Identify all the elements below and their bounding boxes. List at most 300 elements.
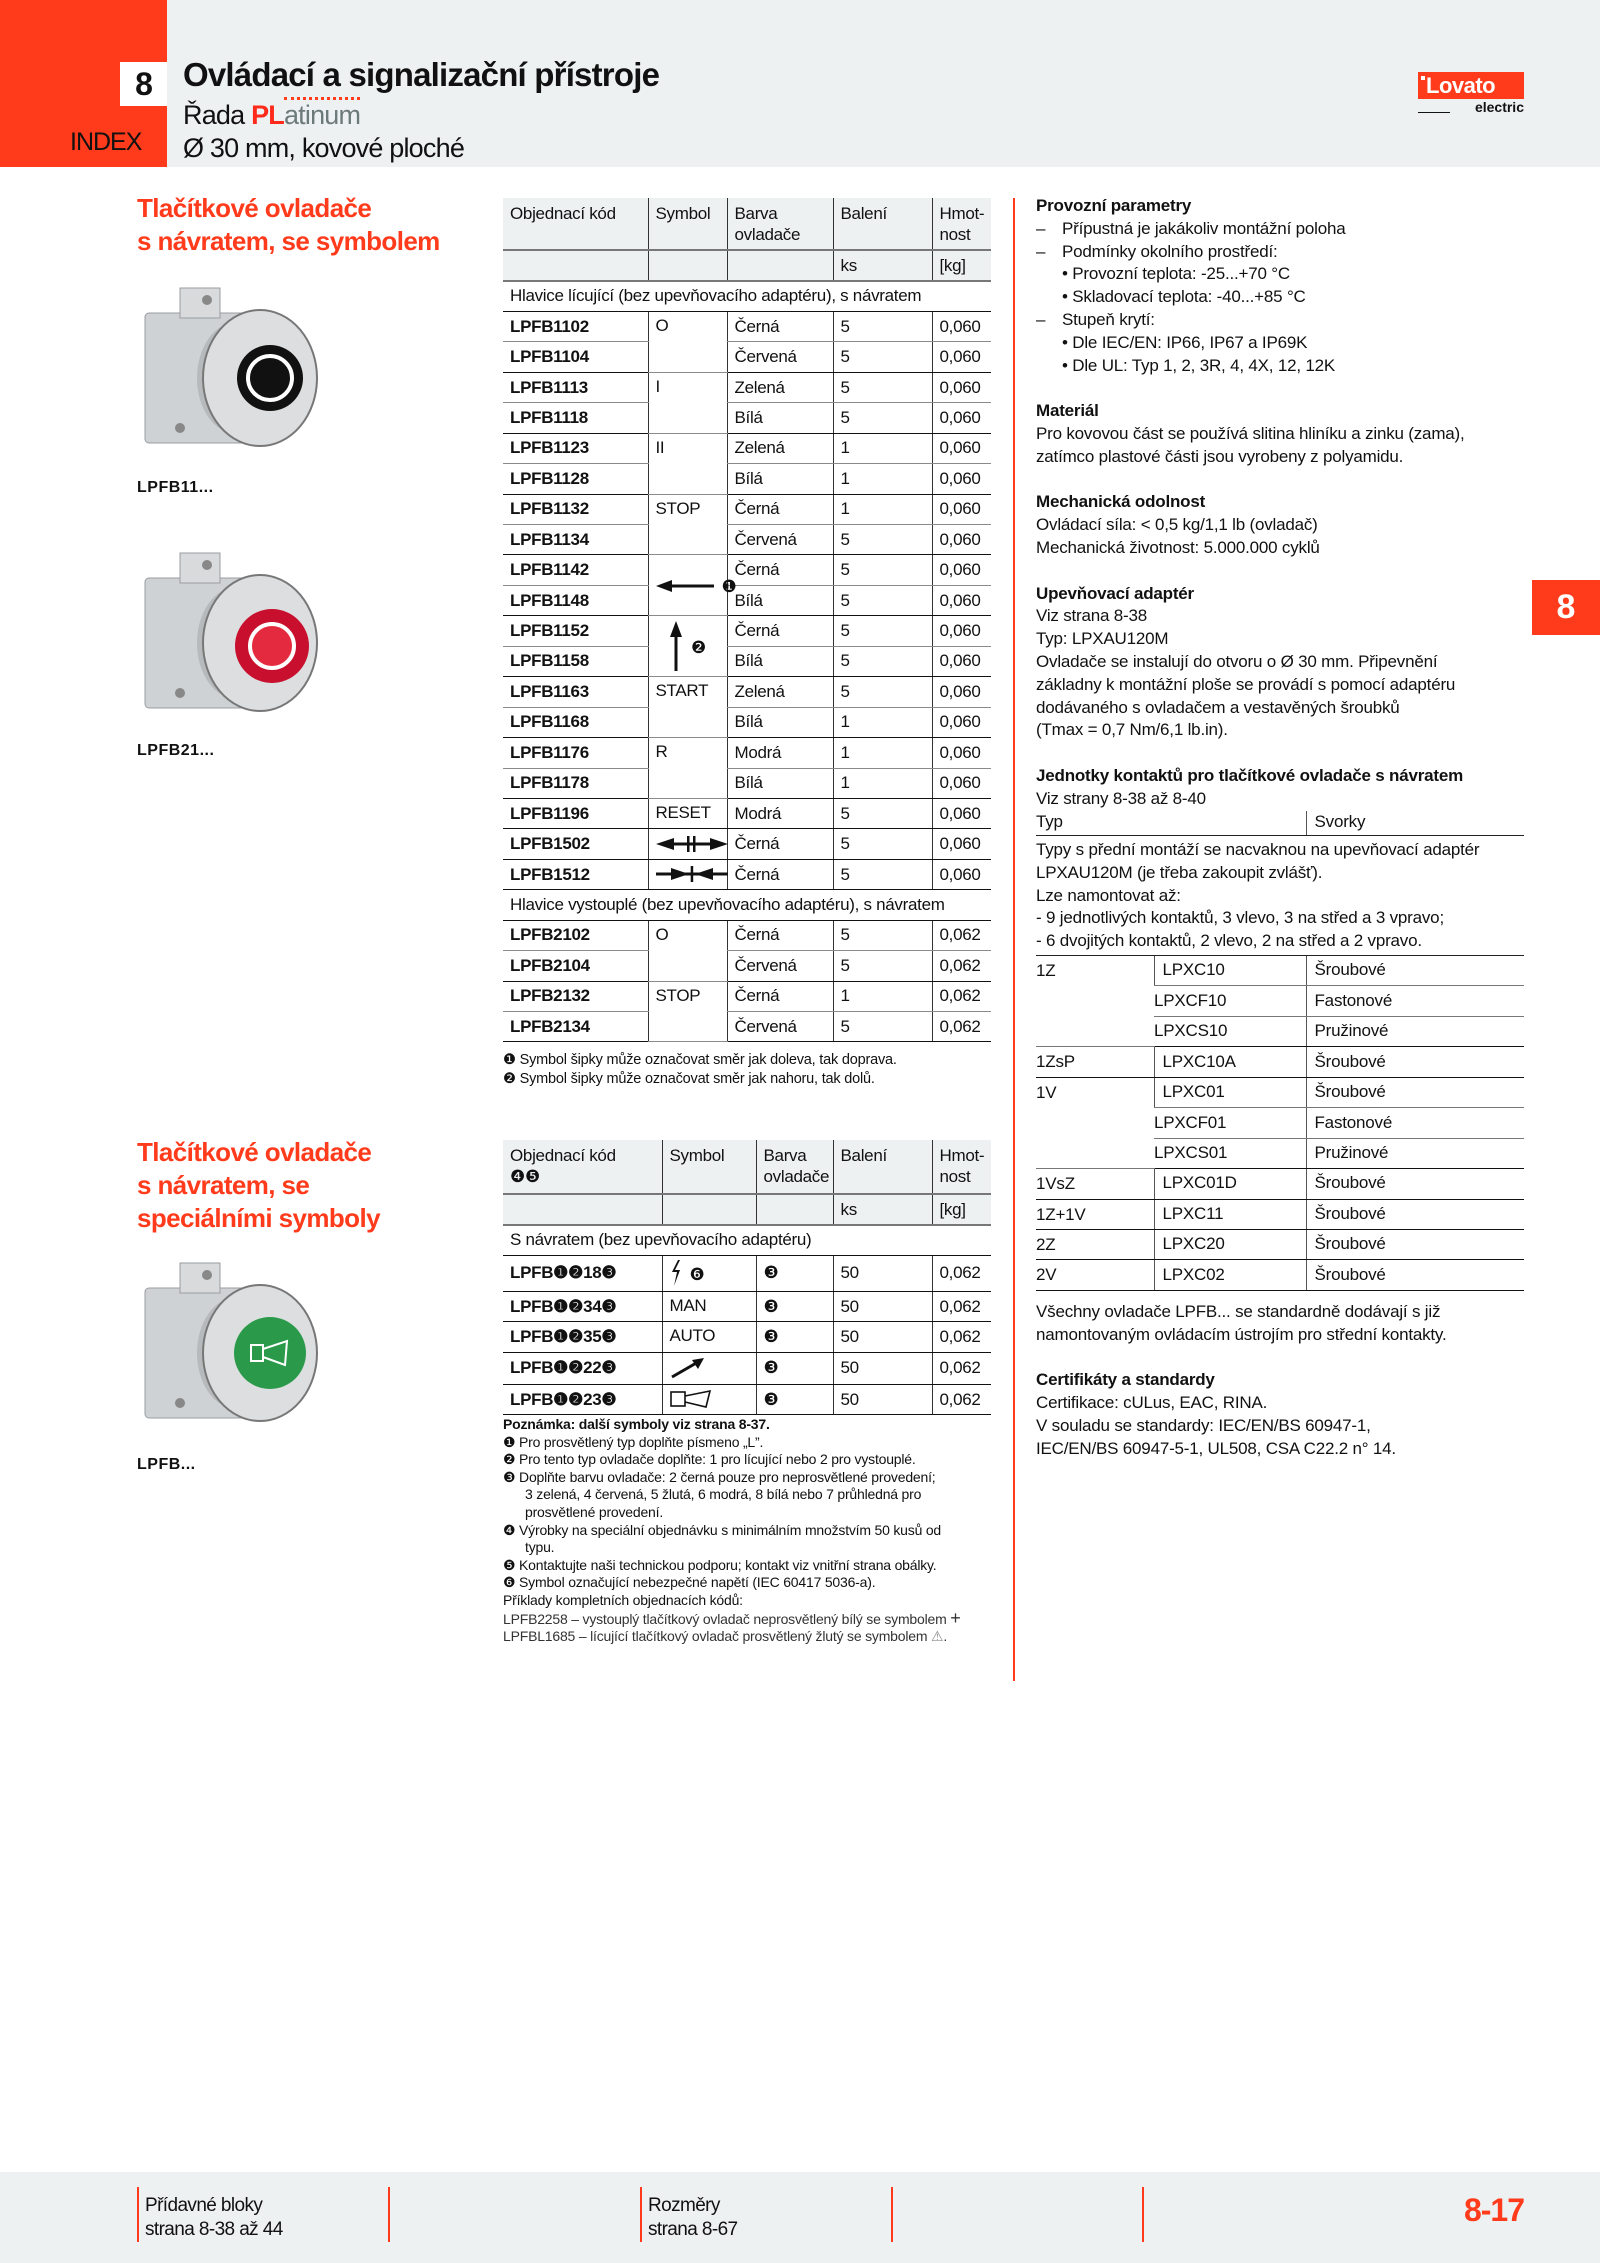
note: typu. (525, 1539, 555, 1556)
unit-cell (756, 1194, 833, 1225)
col-header-color: Barva ovladače (756, 1140, 833, 1194)
order-code: LPFB❶❷23❸ (503, 1384, 662, 1414)
weight: 0,062 (932, 920, 991, 950)
pack-qty: 5 (833, 829, 932, 859)
col-header-code-label: Objednací kód (510, 1146, 616, 1165)
weight: 0,062 (932, 1322, 991, 1352)
button-color: Černá (727, 859, 833, 889)
button-color: Bílá (727, 646, 833, 676)
table-row (503, 677, 991, 707)
terminal-type: Šroubové (1306, 1077, 1524, 1107)
symbol-cell (662, 1352, 756, 1384)
terminal-type: Šroubové (1306, 1169, 1524, 1199)
contact-code: LPXCF10 (1154, 986, 1306, 1016)
specifications-column (1036, 195, 1524, 1460)
terminal-type: Šroubové (1306, 1260, 1524, 1290)
unit-cell (503, 250, 648, 281)
pack-qty: 1 (833, 738, 932, 768)
button-color: ❸ (756, 1384, 833, 1414)
section-heading-symbol (137, 192, 440, 258)
dash: – (1036, 218, 1046, 238)
contact-code: LPXC01 (1154, 1077, 1306, 1107)
spec-line: Viz strany 8-38 až 8-40 (1036, 788, 1206, 808)
pack-qty: 50 (833, 1255, 932, 1291)
button-color: Černá (727, 829, 833, 859)
contact-code: LPXC11 (1154, 1199, 1306, 1229)
lovato-logo (1418, 72, 1524, 115)
symbol-cell (648, 616, 727, 677)
contact-type: 1VsZ (1036, 1169, 1154, 1199)
footer-divider (891, 2187, 893, 2242)
contacts-intro (1036, 836, 1524, 956)
footer-divider (388, 2187, 390, 2242)
order-codes-table-symbol (503, 198, 991, 1042)
button-color: ❸ (756, 1255, 833, 1291)
table-row (503, 829, 991, 859)
pack-qty: 1 (833, 433, 932, 463)
contact-type: 2Z (1036, 1229, 1154, 1259)
weight: 0,060 (932, 494, 991, 524)
pack-qty: 50 (833, 1322, 932, 1352)
weight: 0,060 (932, 403, 991, 433)
footer-divider (137, 2187, 139, 2242)
spec-line: LPXAU120M (je třeba zakoupit zvlášť). (1036, 862, 1323, 882)
table-row (503, 585, 991, 615)
arrow-left-icon (656, 578, 714, 597)
spec-line: IEC/EN/BS 60947-5-1, UL508, CSA C22.2 n° 14. (1036, 1438, 1396, 1458)
brand-atinum: atinum (284, 97, 360, 130)
note: prosvětlené provedení. (525, 1503, 664, 1520)
spec-line: Ovladače se instalují do otvoru o Ø 30 mm. Připevnění (1036, 651, 1438, 671)
order-code: LPFB1512 (503, 859, 648, 889)
table-row (503, 525, 991, 555)
table-row (503, 1322, 991, 1352)
button-color: Bílá (727, 585, 833, 615)
footnote: ❷ Symbol šipky může označovat směr jak nahoru, tak dolů. (503, 1071, 875, 1087)
page-subtitle: Ø 30 mm, kovové ploché (183, 133, 465, 163)
footer-link-title: Přídavné bloky (145, 2195, 263, 2216)
footnote-marker: ❶ (721, 577, 737, 597)
dash: – (1036, 241, 1046, 261)
spec-heading: Jednotky kontaktů pro tlačítkové ovladače s návratem (1036, 765, 1464, 785)
symbol-cell (648, 829, 727, 859)
order-code: LPFB2134 (503, 1012, 648, 1042)
pack-qty: 1 (833, 768, 932, 798)
table-row (503, 464, 991, 494)
table-row (503, 798, 991, 828)
weight: 0,062 (932, 981, 991, 1011)
terminal-type: Šroubové (1306, 956, 1524, 986)
order-code: LPFB1176 (503, 738, 648, 768)
section-row (503, 281, 991, 311)
contact-row (1036, 1199, 1524, 1229)
order-code: LPFB1118 (503, 403, 648, 433)
weight: 0,060 (932, 859, 991, 889)
example-end: . (943, 1628, 948, 1645)
pack-qty: 50 (833, 1384, 932, 1414)
contact-type: 1Z (1036, 956, 1154, 1047)
spec-line: zatímco plastové části jsou vyrobeny z polyamidu. (1036, 446, 1404, 466)
footnote: ❶ Symbol šipky může označovat směr jak doleva, tak doprava. (503, 1052, 897, 1068)
plus-icon: + (950, 1607, 961, 1628)
weight: 0,060 (932, 464, 991, 494)
pack-qty: 5 (833, 311, 932, 341)
table-row (503, 1291, 991, 1321)
unit-cell (648, 250, 727, 281)
button-color: Modrá (727, 798, 833, 828)
table-row (503, 1352, 991, 1384)
order-code: LPFB2102 (503, 920, 648, 950)
table-row (503, 342, 991, 372)
weight: 0,062 (932, 1384, 991, 1414)
pack-qty: 50 (833, 1291, 932, 1321)
table-row (503, 951, 991, 981)
order-code: LPFB1134 (503, 525, 648, 555)
table-row (503, 859, 991, 889)
spec-line: Mechanická životnost: 5.000.000 cyklů (1036, 537, 1320, 557)
table-row (503, 494, 991, 524)
weight: 0,060 (932, 646, 991, 676)
contact-code: LPXC01D (1154, 1169, 1306, 1199)
table-row (503, 707, 991, 737)
horn-icon (670, 1394, 712, 1413)
spec-line: Všechny ovladače LPFB... se standardně dodávají s již (1036, 1301, 1441, 1321)
arrows-outward-icon (656, 837, 728, 856)
contact-type: 2V (1036, 1260, 1154, 1290)
symbol-cell (662, 1255, 756, 1291)
section-title: Hlavice lícující (bez upevňovacího adaptéru), s návratem (503, 281, 991, 311)
table-row (503, 616, 991, 646)
button-color: Bílá (727, 768, 833, 798)
button-color: ❸ (756, 1291, 833, 1321)
page-footer (0, 2172, 1600, 2263)
note-title: Poznámka: další symboly viz strana 8-37. (503, 1416, 770, 1432)
col-header-terminals: Svorky (1306, 811, 1524, 836)
col-header-symbol: Symbol (662, 1140, 756, 1194)
section-row (503, 890, 991, 920)
contact-units-table (1036, 811, 1524, 1291)
contact-row (1036, 956, 1524, 986)
spec-line: • Dle UL: Typ 1, 2, 3R, 4, 4X, 12, 12K (1062, 355, 1336, 375)
weight: 0,060 (932, 768, 991, 798)
button-color: ❸ (756, 1322, 833, 1352)
pack-qty: 1 (833, 981, 932, 1011)
terminal-type: Fastonové (1306, 1108, 1524, 1138)
weight: 0,060 (932, 798, 991, 828)
spec-line: Přípustná je jakákoliv montážní poloha (1062, 218, 1346, 238)
section-title: S návratem (bez upevňovacího adaptéru) (503, 1225, 991, 1255)
col-header-weight: Hmot-nost (932, 198, 991, 250)
table1-footnotes (503, 1051, 897, 1089)
footer-link-dimensions[interactable] (648, 2194, 738, 2242)
spec-line: Ovládací síla: < 0,5 kg/1,1 lb (ovladač) (1036, 515, 1318, 535)
pack-qty: 5 (833, 951, 932, 981)
symbol-cell: STOP (648, 981, 727, 1042)
contact-code: LPXC10A (1154, 1047, 1306, 1077)
symbol-cell: RESET (648, 798, 727, 828)
unit-cell: ks (833, 1194, 932, 1225)
order-code: LPFB2132 (503, 981, 648, 1011)
note: Příklady kompletních objednacích kódů: (503, 1591, 743, 1608)
order-code: LPFB2104 (503, 951, 648, 981)
order-code: LPFB1158 (503, 646, 648, 676)
example-text: LPFBL1685 – lícující tlačítkový ovladač prosvětlený žlutý se symbolem (503, 1628, 928, 1645)
note: ❻ Symbol označující nebezpečné napětí (IEC 60417 5036-a). (503, 1574, 876, 1591)
pack-qty: 5 (833, 372, 932, 402)
table-row (503, 738, 991, 768)
product-image-red-extended (135, 543, 320, 738)
product-label: LPFB21... (137, 742, 215, 759)
order-code: LPFB❶❷18❸ (503, 1255, 662, 1291)
order-code: LPFB❶❷35❸ (503, 1322, 662, 1352)
contact-code: LPXC10 (1154, 956, 1306, 986)
warning-triangle-icon: ⚠ (931, 1628, 944, 1645)
contact-type: 1Z+1V (1036, 1199, 1154, 1229)
unit-cell: ks (833, 250, 932, 281)
pack-qty: 5 (833, 585, 932, 615)
table2-notes (503, 1416, 961, 1646)
column-divider (1013, 198, 1015, 1681)
brand-pl: PL (251, 100, 284, 130)
order-code: LPFB1168 (503, 707, 648, 737)
button-color: ❸ (756, 1352, 833, 1384)
chapter-side-tab[interactable]: 8 (1532, 580, 1600, 635)
weight: 0,060 (932, 525, 991, 555)
table-row (503, 555, 991, 585)
symbol-cell: O (648, 311, 727, 372)
product-image-green-horn (135, 1253, 320, 1448)
pack-qty: 1 (833, 494, 932, 524)
terminal-type: Šroubové (1306, 1047, 1524, 1077)
contact-type: 1V (1036, 1077, 1154, 1168)
order-code: LPFB❶❷22❸ (503, 1352, 662, 1384)
pack-qty: 5 (833, 677, 932, 707)
symbol-cell: AUTO (662, 1322, 756, 1352)
chapter-number: 8 (120, 62, 167, 106)
pack-qty: 1 (833, 707, 932, 737)
spec-line: Pro kovovou část se používá slitina hliníku a zinku (zama), (1036, 423, 1465, 443)
button-color: Černá (727, 311, 833, 341)
col-header-code (503, 1140, 662, 1194)
note: ❷ Pro tento typ ovladače doplňte: 1 pro lícující nebo 2 pro vystouplé. (503, 1451, 916, 1468)
weight: 0,060 (932, 311, 991, 341)
note: ❶ Pro prosvětlený typ doplňte písmeno „L”. (503, 1433, 764, 1450)
contact-code: LPXCS01 (1154, 1138, 1306, 1168)
footer-link-title: Rozměry (648, 2195, 720, 2216)
symbol-cell: START (648, 677, 727, 738)
spec-heading: Upevňovací adaptér (1036, 583, 1194, 603)
dash: – (1036, 309, 1046, 329)
spec-line: Stupeň krytí: (1062, 309, 1155, 329)
page-title: Ovládací a signalizační přístroje (183, 56, 660, 93)
terminal-type: Šroubové (1306, 1199, 1524, 1229)
order-codes-table-special (503, 1140, 991, 1415)
pack-qty: 5 (833, 646, 932, 676)
button-color: Zelená (727, 433, 833, 463)
button-color: Černá (727, 920, 833, 950)
pack-qty: 1 (833, 464, 932, 494)
button-color: Černá (727, 981, 833, 1011)
weight: 0,060 (932, 372, 991, 402)
unit-cell (503, 1194, 662, 1225)
pack-qty: 5 (833, 798, 932, 828)
spec-line: (Tmax = 0,7 Nm/6,1 lb.in). (1036, 720, 1228, 740)
unit-cell: [kg] (932, 1194, 991, 1225)
symbol-cell: MAN (662, 1291, 756, 1321)
col-header-color: Barva ovladače (727, 198, 833, 250)
button-color: Bílá (727, 707, 833, 737)
footer-divider (1142, 2187, 1144, 2242)
lightning-icon (670, 1271, 682, 1290)
order-code: LPFB1132 (503, 494, 648, 524)
col-header-code: Objednací kód (503, 198, 648, 250)
weight: 0,062 (932, 1291, 991, 1321)
order-code: LPFB1113 (503, 372, 648, 402)
weight: 0,060 (932, 738, 991, 768)
arrow-diagonal-icon (670, 1364, 704, 1383)
pack-qty: 50 (833, 1352, 932, 1384)
pack-qty: 5 (833, 859, 932, 889)
order-code: LPFB1152 (503, 616, 648, 646)
contact-row (1036, 1260, 1524, 1290)
spec-heading: Mechanická odolnost (1036, 492, 1206, 512)
button-color: Bílá (727, 403, 833, 433)
example-code (503, 1607, 961, 1629)
contact-code: LPXCS10 (1154, 1016, 1306, 1046)
col-header-type: Typ (1036, 811, 1154, 836)
order-code: LPFB1102 (503, 311, 648, 341)
index-link[interactable]: INDEX (70, 128, 142, 156)
weight: 0,062 (932, 1012, 991, 1042)
arrows-inward-icon (656, 867, 728, 886)
button-color: Černá (727, 555, 833, 585)
footer-link-page: strana 8-38 až 44 (145, 2219, 283, 2240)
spec-line: - 6 dvojitých kontaktů, 2 vlevo, 2 na střed a 2 vpravo. (1036, 931, 1422, 951)
note: ❸ Doplňte barvu ovladače: 2 černá pouze pro neprosvětlené provedení; (503, 1468, 936, 1485)
spec-line: Viz strana 8-38 (1036, 606, 1148, 626)
footer-link-add-on-blocks[interactable] (145, 2194, 283, 2242)
logo-sub: electric (1418, 99, 1524, 115)
footer-divider (640, 2187, 642, 2242)
heading-line: speciálními symboly (137, 1203, 380, 1233)
example-text: LPFB2258 – vystouplý tlačítkový ovladač neprosvětlený bílý se symbolem (503, 1610, 947, 1627)
terminal-type: Pružinové (1306, 1138, 1524, 1168)
spec-line: • Provozní teplota: -25...+70 °C (1062, 264, 1290, 284)
symbol-cell: O (648, 920, 727, 981)
pack-qty: 5 (833, 616, 932, 646)
weight: 0,060 (932, 585, 991, 615)
contact-row (1036, 1229, 1524, 1259)
table-row (503, 433, 991, 463)
spec-line: dodávaného s ovladačem a vestavěných šroubků (1036, 697, 1400, 717)
product-label: LPFB... (137, 1456, 196, 1473)
table-row (503, 646, 991, 676)
unit-cell (727, 250, 833, 281)
weight: 0,060 (932, 616, 991, 646)
weight: 0,060 (932, 433, 991, 463)
note: 3 zelená, 4 červená, 5 žlutá, 6 modrá, 8 bílá nebo 7 průhledná pro (525, 1486, 922, 1503)
table-row (503, 372, 991, 402)
button-color: Modrá (727, 738, 833, 768)
terminal-type: Šroubové (1306, 1229, 1524, 1259)
contact-row (1036, 1047, 1524, 1077)
footnote-marker: ❷ (691, 637, 706, 657)
weight: 0,060 (932, 555, 991, 585)
order-code: LPFB1502 (503, 829, 648, 859)
spec-line: Certifikace: cULus, EAC, RINA. (1036, 1393, 1268, 1412)
example-code (503, 1628, 961, 1646)
section-heading-special (137, 1136, 380, 1235)
symbol-cell: STOP (648, 494, 727, 555)
contact-code: LPXCF01 (1154, 1108, 1306, 1138)
symbol-cell (648, 555, 737, 616)
pack-qty: 5 (833, 1012, 932, 1042)
weight: 0,060 (932, 342, 991, 372)
section-row (503, 1225, 991, 1255)
order-code: LPFB1163 (503, 677, 648, 707)
weight: 0,062 (932, 1352, 991, 1384)
spec-line: • Skladovací teplota: -40...+85 °C (1062, 287, 1306, 307)
spec-line: • Dle IEC/EN: IP66, IP67 a IP69K (1062, 332, 1308, 352)
pack-qty: 5 (833, 403, 932, 433)
note: ❹ Výrobky na speciální objednávku s minimálním množstvím 50 kusů od (503, 1521, 942, 1538)
button-color: Červená (727, 951, 833, 981)
pack-qty: 5 (833, 555, 932, 585)
heading-line: Tlačítkové ovladače (137, 193, 372, 223)
adapter-type-link[interactable]: Typ: LPXAU120M (1036, 629, 1169, 649)
footer-link-page: strana 8-67 (648, 2219, 738, 2240)
spec-heading: Certifikáty a standardy (1036, 1370, 1215, 1390)
logo-text: Lovato (1418, 72, 1524, 99)
order-code: LPFB1123 (503, 433, 648, 463)
series-line (183, 100, 360, 131)
spec-line: Lze namontovat až: (1036, 885, 1181, 905)
heading-line: s návratem, se (137, 1170, 310, 1200)
pack-qty: 5 (833, 920, 932, 950)
order-code: LPFB❶❷34❸ (503, 1291, 662, 1321)
order-code: LPFB1196 (503, 798, 648, 828)
pack-qty: 5 (833, 525, 932, 555)
note: ❺ Kontaktujte naši technickou podporu; kontakt viz vnitřní strana obálky. (503, 1556, 937, 1573)
button-color: Zelená (727, 372, 833, 402)
symbol-cell (648, 859, 727, 889)
col-header-pack: Balení (833, 198, 932, 250)
weight: 0,060 (932, 707, 991, 737)
order-code: LPFB1104 (503, 342, 648, 372)
col-header-pack: Balení (833, 1140, 932, 1194)
order-code: LPFB1178 (503, 768, 648, 798)
contact-code: LPXC20 (1154, 1229, 1306, 1259)
contact-type: 1ZsP (1036, 1047, 1154, 1077)
symbol-cell: R (648, 738, 727, 799)
symbol-cell (662, 1384, 756, 1414)
pack-qty: 5 (833, 342, 932, 372)
contact-row (1036, 1077, 1524, 1107)
terminal-type: Fastonové (1306, 986, 1524, 1016)
button-color: Červená (727, 1012, 833, 1042)
spec-line: základny k montážní ploše se provádí s pomocí adaptéru (1036, 674, 1456, 694)
contact-row (1036, 1169, 1524, 1199)
weight: 0,060 (932, 829, 991, 859)
order-code: LPFB1128 (503, 464, 648, 494)
heading-line: s návratem, se symbolem (137, 226, 440, 256)
symbol-cell: II (648, 433, 727, 494)
button-color: Červená (727, 342, 833, 372)
spec-line: - 9 jednotlivých kontaktů, 3 vlevo, 3 na střed a 3 vpravo; (1036, 908, 1444, 928)
page-number: 8-17 (1463, 2192, 1524, 2228)
product-label: LPFB11... (137, 479, 214, 496)
spec-line: V souladu se standardy: IEC/EN/BS 60947-1, (1036, 1415, 1371, 1435)
